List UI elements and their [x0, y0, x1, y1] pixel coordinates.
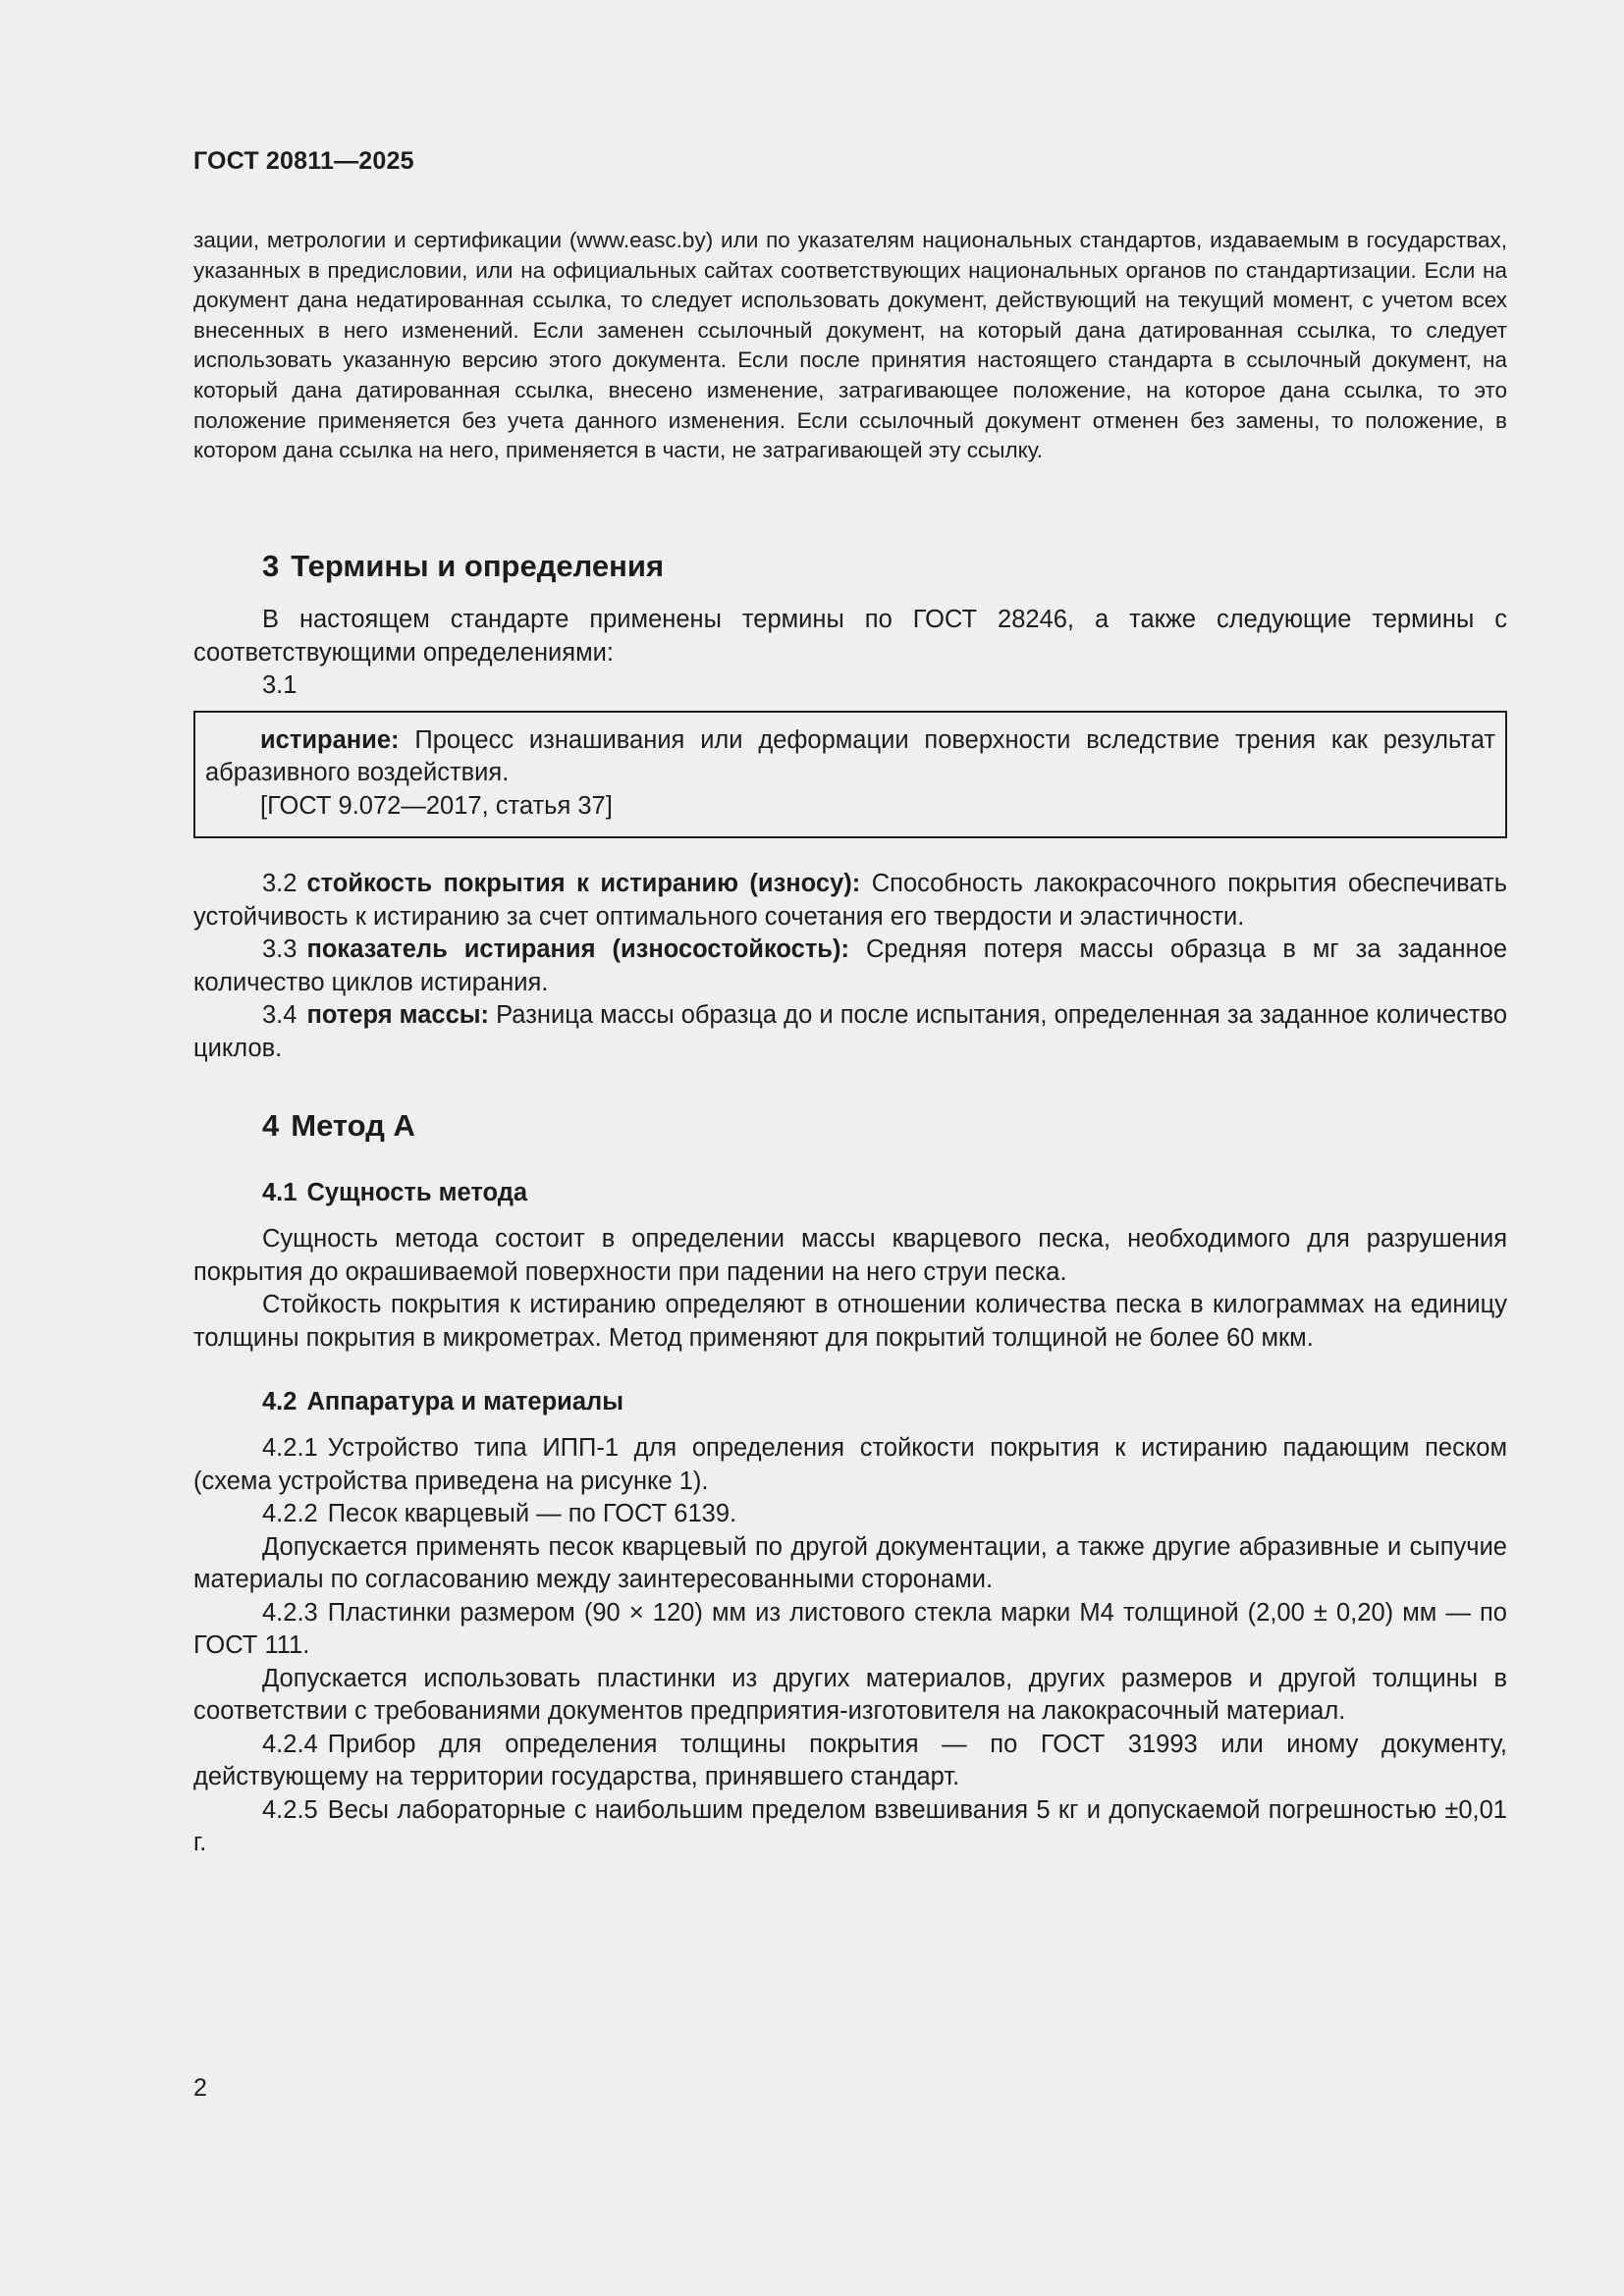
item-4-2-5-text: Весы лабораторные с наибольшим пределом взвешивания 5 кг и допускаемой погрешностью ±0,01 г. — [193, 1795, 1507, 1856]
section-4-title: Метод А — [291, 1108, 415, 1143]
subsection-4-1-paragraph-1: Сущность метода состоит в определении массы кварцевого песка, необходимого для разрушения покрытия до окрашиваемой поверхности при падении на него струи песка. — [193, 1225, 1507, 1286]
term-3-3-definition: Средняя потеря массы образца в мг за заданное количество циклов истирания. — [193, 935, 1508, 996]
term-3-1-box — [193, 711, 1507, 839]
term-3-4-definition: Разница массы образца до и после испытания, определенная за заданное количество циклов. — [193, 1001, 1507, 1062]
term-3-1-term: истирание: — [260, 725, 400, 754]
item-4-2-3-note: Допускается использовать пластинки из других материалов, других размеров и другой толщины в соответствии с требованиями документов предприятия-изготовителя на лакокрасочный материал. — [193, 1664, 1507, 1725]
subsection-4-2-number: 4.2 — [262, 1388, 298, 1415]
item-4-2-1-text: Устройство типа ИПП-1 для определения стойкости покрытия к истиранию падающим песком (схема устройства приведена на рисунке 1). — [193, 1434, 1507, 1495]
term-3-3-paragraph — [193, 934, 1507, 999]
term-3-1-source: [ГОСТ 9.072—2017, статья 37] — [260, 791, 613, 820]
document-code-header: ГОСТ 20811—2025 — [193, 147, 414, 175]
item-4-2-4-paragraph — [193, 1729, 1507, 1794]
section-4-heading — [262, 1106, 1507, 1146]
item-4-2-3-number: 4.2.3 — [262, 1598, 318, 1627]
term-3-1-number: 3.1 — [262, 671, 298, 699]
item-4-2-3-paragraph — [193, 1597, 1507, 1663]
item-4-2-1-paragraph — [193, 1432, 1507, 1498]
section-4-number: 4 — [262, 1108, 280, 1143]
section-3-number: 3 — [262, 549, 280, 583]
term-3-2-number: 3.2 — [262, 870, 298, 897]
section-3-intro: В настоящем стандарте применены термины по ГОСТ 28246, а также следующие термины с соответствующими определениями: — [193, 606, 1507, 667]
term-3-2-term: стойкость покрытия к истиранию (износу): — [306, 870, 861, 897]
intro-text: зации, метрологии и сертификации (www.easc.by) или по указателям национальных стандартов, издаваемым в государствах, указанных в предисловии, или на официальных сайтах соответствующих национальных органов по стандартизации. Если на документ дана недатированная ссылка, то следует использовать документ, действующий на текущий момент, с учетом всех внесенных в него изменений. Если заменен ссылочный документ, на который дана датированная ссылка, то следует использовать указанную версию этого документа. Если после принятия настоящего стандарта в ссылочный документ, на который дана датированная ссылка, внесено изменение, затрагивающее положение, на которое дана ссылка, то это положение применяется без учета данного изменения. Если ссылочный документ отменен без замены, то положение, в котором дана ссылка на него, применяется в части, не затрагивающей эту ссылку. — [193, 228, 1507, 463]
section-3-title: Термины и определения — [291, 549, 665, 583]
intro-paragraph — [193, 226, 1507, 466]
term-3-3-term: показатель истирания (износостойкость): — [306, 935, 849, 963]
subsection-4-1-number: 4.1 — [262, 1179, 298, 1206]
term-3-2-definition: Способность лакокрасочного покрытия обеспечивать устойчивость к истиранию за счет оптимального сочетания его твердости и эластичности. — [193, 870, 1507, 931]
term-3-3-number: 3.3 — [262, 935, 298, 963]
item-4-2-2-note: Допускается применять песок кварцевый по другой документации, а также другие абразивные и сыпучие материалы по согласованию между заинтересованными сторонами. — [193, 1532, 1507, 1593]
item-4-2-2-paragraph — [193, 1498, 1507, 1531]
term-3-4-number: 3.4 — [262, 1001, 298, 1029]
item-4-2-5-number: 4.2.5 — [262, 1795, 318, 1824]
section-3-heading — [262, 547, 1507, 586]
page-number: 2 — [193, 2074, 207, 2102]
term-3-2-paragraph — [193, 868, 1507, 934]
item-4-2-2-text: Песок кварцевый — по ГОСТ 6139. — [327, 1500, 737, 1527]
subsection-4-2-heading — [262, 1386, 1507, 1418]
item-4-2-3-text: Пластинки размером (90 × 120) мм из листового стекла марки М4 толщиной (2,00 ± 0,20) мм — по ГОСТ 111. — [193, 1598, 1507, 1659]
term-3-4-paragraph — [193, 999, 1507, 1065]
item-4-2-4-number: 4.2.4 — [262, 1730, 318, 1758]
item-4-2-2-number: 4.2.2 — [262, 1500, 318, 1527]
term-3-1-paragraph — [205, 724, 1495, 790]
subsection-4-1-title: Сущность метода — [306, 1179, 528, 1206]
term-3-4-term: потеря массы: — [306, 1001, 490, 1029]
item-4-2-1-number: 4.2.1 — [262, 1434, 318, 1462]
item-4-2-4-text: Прибор для определения толщины покрытия — по ГОСТ 31993 или иному документу, действующему на территории государства, принявшего стандарт. — [193, 1730, 1507, 1790]
item-4-2-5-paragraph — [193, 1794, 1507, 1860]
subsection-4-1-paragraph-2: Стойкость покрытия к истиранию определяют в отношении количества песка в килограммах на единицу толщины покрытия в микрометрах. Метод применяют для покрытий толщиной не более 60 мкм. — [193, 1291, 1507, 1352]
term-3-1-definition: Процесс изнашивания или деформации поверхности вследствие трения как результат абразивного воздействия. — [205, 725, 1495, 786]
subsection-4-1-heading — [262, 1177, 1507, 1209]
subsection-4-2-title: Аппаратура и материалы — [306, 1388, 623, 1415]
main-content — [193, 547, 1507, 1860]
